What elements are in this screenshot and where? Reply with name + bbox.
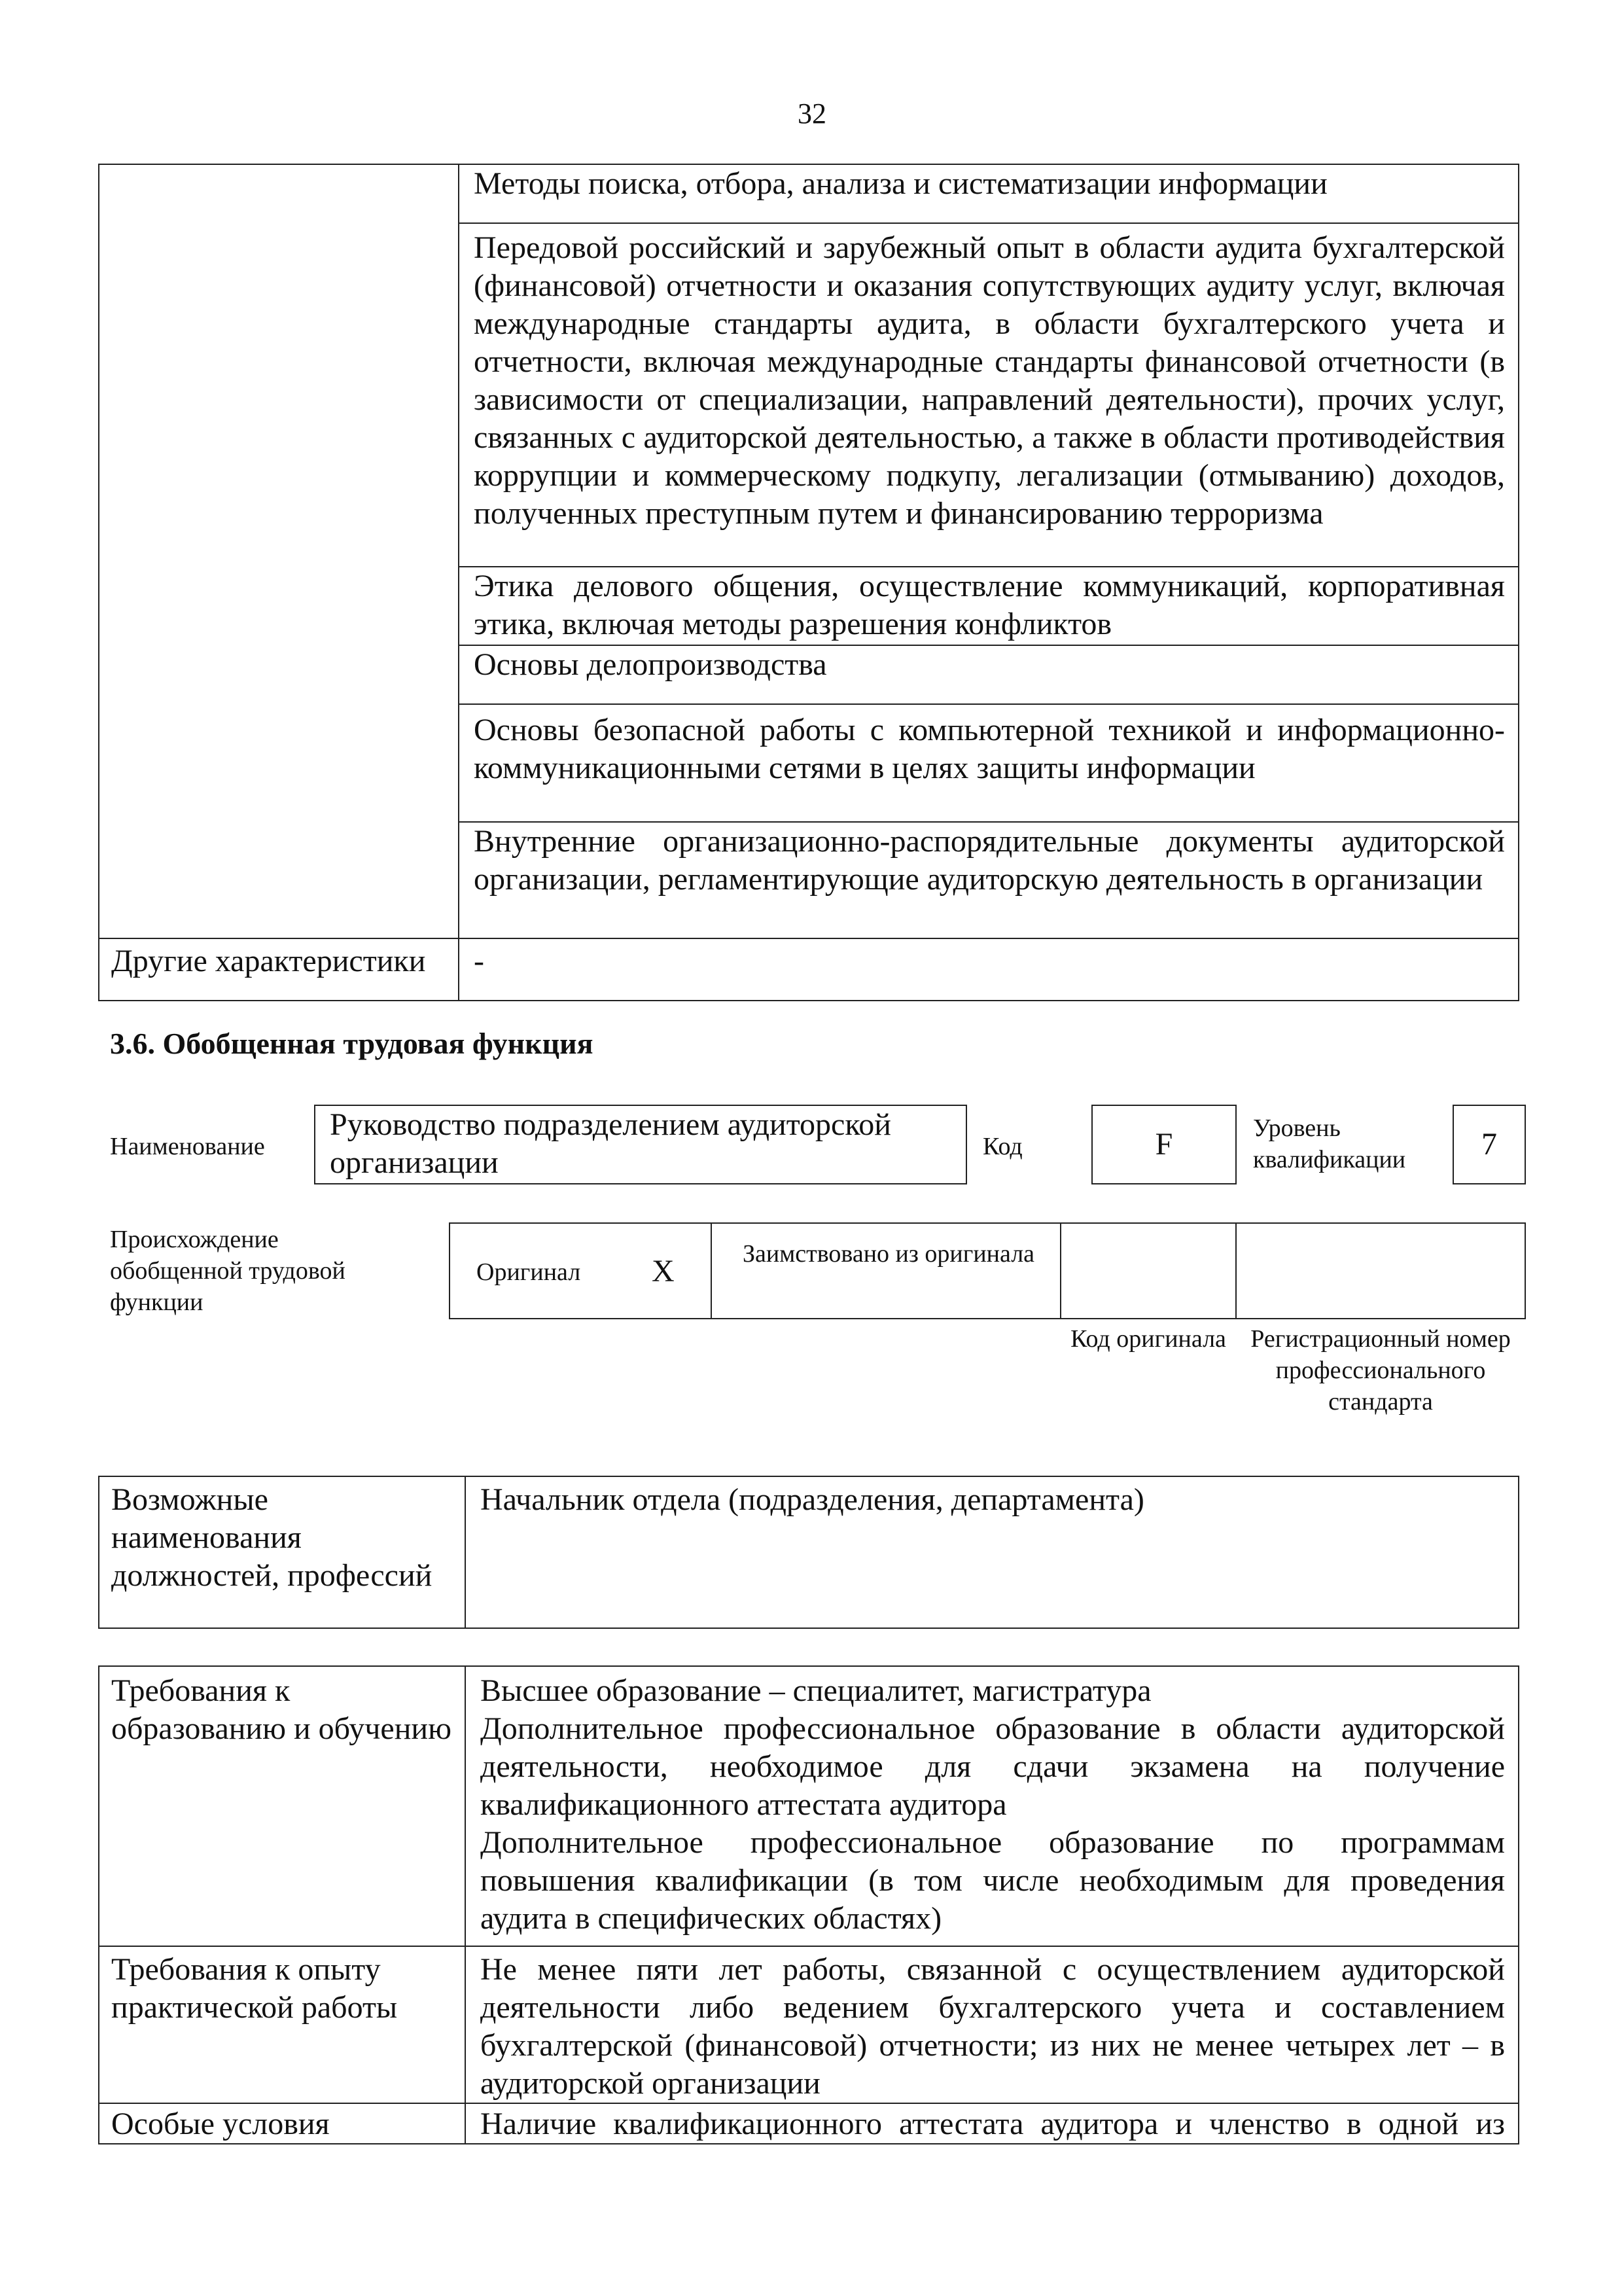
education-label: Требования к образованию и обучению <box>99 1666 465 1946</box>
education-line: Дополнительное профессиональное образование в области аудиторской деятельности, необходимое для сдачи экзамена на получение квалификационного аттестата аудитора <box>480 1711 1505 1822</box>
section-heading: 3.6. Обобщенная трудовая функция <box>110 1027 593 1060</box>
requirements-table <box>98 1665 1519 2144</box>
knowledge-item: Передовой российский и зарубежный опыт в области аудита бухгалтерской (финансовой) отчетности и оказания сопутствующих аудиту услуг, включая международные стандарты аудита, в области бухгалтерского учета и отчетности, включая международные стандарты финансовой отчетности (в зависимости от специализации, направлений деятельности), прочих услуг, связанных с аудиторской деятельностью, а также в области противодействия коррупции и коммерческому подкупу, легализации (отмыванию) доходов, полученных преступным путем и финансированию терроризма <box>459 223 1519 567</box>
education-value <box>465 1666 1519 1946</box>
positions-table <box>98 1476 1519 1629</box>
knowledge-item: Основы безопасной работы с компьютерной техникой и информационно-коммуникационными сетями в целях защиты информации <box>459 704 1519 822</box>
function-name-box <box>314 1105 967 1184</box>
knowledge-label-cell <box>99 164 459 938</box>
level-value: 7 <box>1481 1127 1497 1162</box>
registration-caption: Регистрационный номер профессионального стандарта <box>1250 1325 1511 1415</box>
education-line: Высшее образование – специалитет, магистратура <box>480 1673 1152 1708</box>
level-label: Уровень квалификации <box>1253 1114 1406 1173</box>
knowledge-item: Внутренние организационно-распорядительные документы аудиторской организации, регламентирующие аудиторскую деятельность в организации <box>459 822 1519 938</box>
function-name-value: Руководство подразделением аудиторской организации <box>330 1107 891 1180</box>
knowledge-item: Основы делопроизводства <box>459 645 1519 704</box>
code-value-box <box>1091 1105 1237 1184</box>
other-characteristics-label: Другие характеристики <box>99 938 459 1001</box>
positions-label: Возможные наименования должностей, профессий <box>99 1476 465 1628</box>
borrowed-label: Заимствовано из оригинала <box>742 1240 1035 1268</box>
origin-label: Происхождение обобщенной трудовой функции <box>110 1226 345 1316</box>
code-label: Код <box>983 1133 1023 1160</box>
origin-table <box>449 1222 1526 1319</box>
knowledge-table <box>98 164 1519 1001</box>
positions-value: Начальник отдела (подразделения, департамента) <box>465 1476 1519 1628</box>
origin-divider <box>1235 1224 1237 1318</box>
level-value-box <box>1453 1105 1526 1184</box>
knowledge-item: Этика делового общения, осуществление коммуникаций, корпоративная этика, включая методы разрешения конфликтов <box>459 567 1519 645</box>
education-line: Дополнительное профессиональное образование по программам повышения квалификации (в том числе необходимым для проведения аудита в специфических областях) <box>480 1825 1505 1936</box>
code-original-caption: Код оригинала <box>1070 1325 1226 1353</box>
name-label: Наименование <box>110 1133 265 1160</box>
origin-divider <box>711 1224 712 1318</box>
experience-value: Не менее пяти лет работы, связанной с осуществлением аудиторской деятельности либо ведением бухгалтерского учета и составлением бухгалтерской (финансовой) отчетности; из них не менее четырех лет – в аудиторской организации <box>465 1946 1519 2103</box>
original-label: Оригинал <box>476 1258 581 1286</box>
other-characteristics-value: - <box>459 938 1519 1001</box>
knowledge-item: Методы поиска, отбора, анализа и систематизации информации <box>459 164 1519 223</box>
special-label: Особые условия <box>99 2103 465 2144</box>
original-mark: X <box>652 1254 675 1289</box>
code-value: F <box>1155 1127 1173 1162</box>
experience-label: Требования к опыту практической работы <box>99 1946 465 2103</box>
origin-divider <box>1060 1224 1061 1318</box>
special-value: Наличие квалификационного аттестата аудитора и членство в одной из <box>465 2103 1519 2144</box>
page-number: 32 <box>798 98 826 130</box>
